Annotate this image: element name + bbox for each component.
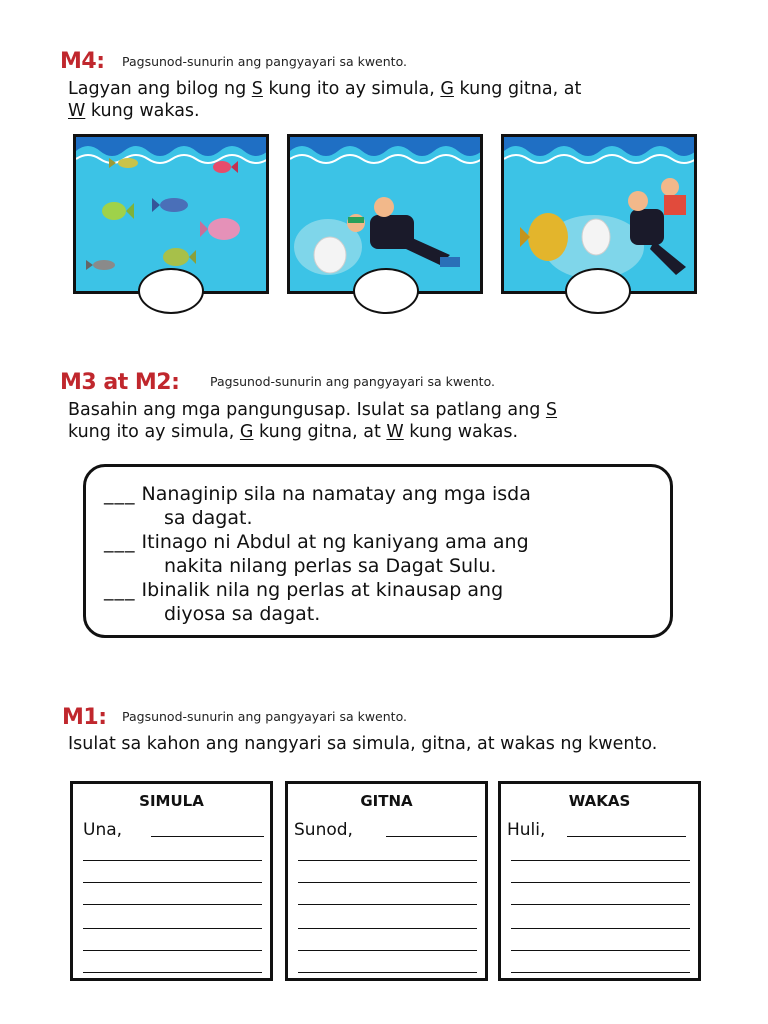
answer-line[interactable] (511, 928, 690, 929)
statement-blank[interactable]: ___ (104, 531, 136, 553)
answer-line[interactable] (511, 972, 690, 973)
m4-instr-part: kung wakas. (85, 101, 200, 121)
pearl-icon (582, 219, 610, 255)
m4-answer-circle-3[interactable] (565, 268, 631, 314)
answer-line[interactable] (511, 950, 690, 951)
statement-2 (104, 530, 529, 554)
answer-line[interactable] (298, 972, 477, 973)
answer-line[interactable] (83, 904, 262, 905)
statement-blank[interactable]: ___ (104, 483, 136, 505)
m4-level-label: M4: (60, 49, 105, 74)
m4-instr-part: Lagyan ang bilog ng (68, 79, 252, 99)
answer-line[interactable] (298, 904, 477, 905)
statement-text: Ibinalik nila ng perlas at kinausap ang (141, 579, 504, 601)
m4-instr-w: W (68, 101, 86, 121)
answer-line[interactable] (151, 836, 264, 837)
answer-line[interactable] (567, 836, 686, 837)
pearl-icon (314, 237, 346, 273)
m1-instruction: Isulat sa kahon ang nangyari sa simula, gitna, at wakas ng kwento. (68, 734, 658, 754)
m3-instr-s: S (545, 400, 558, 420)
statement-text: Nanaginip sila na namatay ang mga isda (141, 483, 531, 505)
answer-line[interactable] (83, 882, 262, 883)
answer-line[interactable] (298, 860, 477, 861)
m4-answer-circle-2[interactable] (353, 268, 419, 314)
m3-level-label: M3 at M2: (60, 370, 180, 395)
answer-line[interactable] (298, 950, 477, 951)
answer-line[interactable] (511, 882, 690, 883)
column-header: SIMULA (139, 792, 204, 810)
statement-3 (104, 578, 503, 602)
answer-line[interactable] (298, 928, 477, 929)
column-starter: Huli, (507, 820, 546, 840)
answer-line[interactable] (83, 860, 262, 861)
column-simula (70, 781, 273, 981)
answer-line[interactable] (83, 972, 262, 973)
column-starter: Sunod, (294, 820, 353, 840)
m3-instr-part: kung wakas. (403, 422, 519, 442)
column-header: WAKAS (568, 792, 631, 810)
statement-3-cont: diyosa sa dagat. (164, 603, 321, 625)
m4-subtitle: Pagsunod-sunurin ang pangyayari sa kwento. (122, 54, 407, 69)
m4-instruction (68, 78, 708, 122)
m4-answer-circle-1[interactable] (138, 268, 204, 314)
m4-instr-part: kung ito ay simula, (262, 79, 441, 99)
gold-fish-icon (528, 213, 568, 261)
m1-subtitle: Pagsunod-sunurin ang pangyayari sa kwento. (122, 709, 407, 724)
column-gitna (285, 781, 488, 981)
answer-line[interactable] (511, 904, 690, 905)
m3-subtitle: Pagsunod-sunurin ang pangyayari sa kwento. (210, 374, 495, 389)
column-wakas (498, 781, 701, 981)
answer-line[interactable] (83, 928, 262, 929)
statement-text: Itinago ni Abdul at ng kaniyang ama ang (141, 531, 529, 553)
m3-instr-g: G (239, 422, 254, 442)
m4-instr-part: kung gitna, at (453, 79, 582, 99)
statement-2-cont: nakita nilang perlas sa Dagat Sulu. (164, 555, 497, 577)
m4-instr-g: G (440, 79, 454, 99)
statement-1-cont: sa dagat. (164, 507, 253, 529)
diver-icon (630, 209, 664, 245)
answer-line[interactable] (298, 882, 477, 883)
statement-1 (104, 482, 531, 506)
m1-level-label: M1: (62, 705, 107, 730)
column-header: GITNA (360, 792, 413, 810)
m4-instr-s: S (251, 79, 263, 99)
m3-instr-part: kung gitna, at (253, 422, 387, 442)
diver-icon (370, 215, 414, 249)
answer-line[interactable] (511, 860, 690, 861)
column-starter: Una, (83, 820, 123, 840)
m3-instr-part: kung ito ay simula, (68, 422, 240, 442)
statement-blank[interactable]: ___ (104, 579, 136, 601)
m3-instr-part: Basahin ang mga pangungusap. Isulat sa patlang ang (68, 400, 546, 420)
m3-instruction (68, 399, 728, 443)
m3-instr-w: W (386, 422, 404, 442)
answer-line[interactable] (83, 950, 262, 951)
answer-line[interactable] (386, 836, 477, 837)
